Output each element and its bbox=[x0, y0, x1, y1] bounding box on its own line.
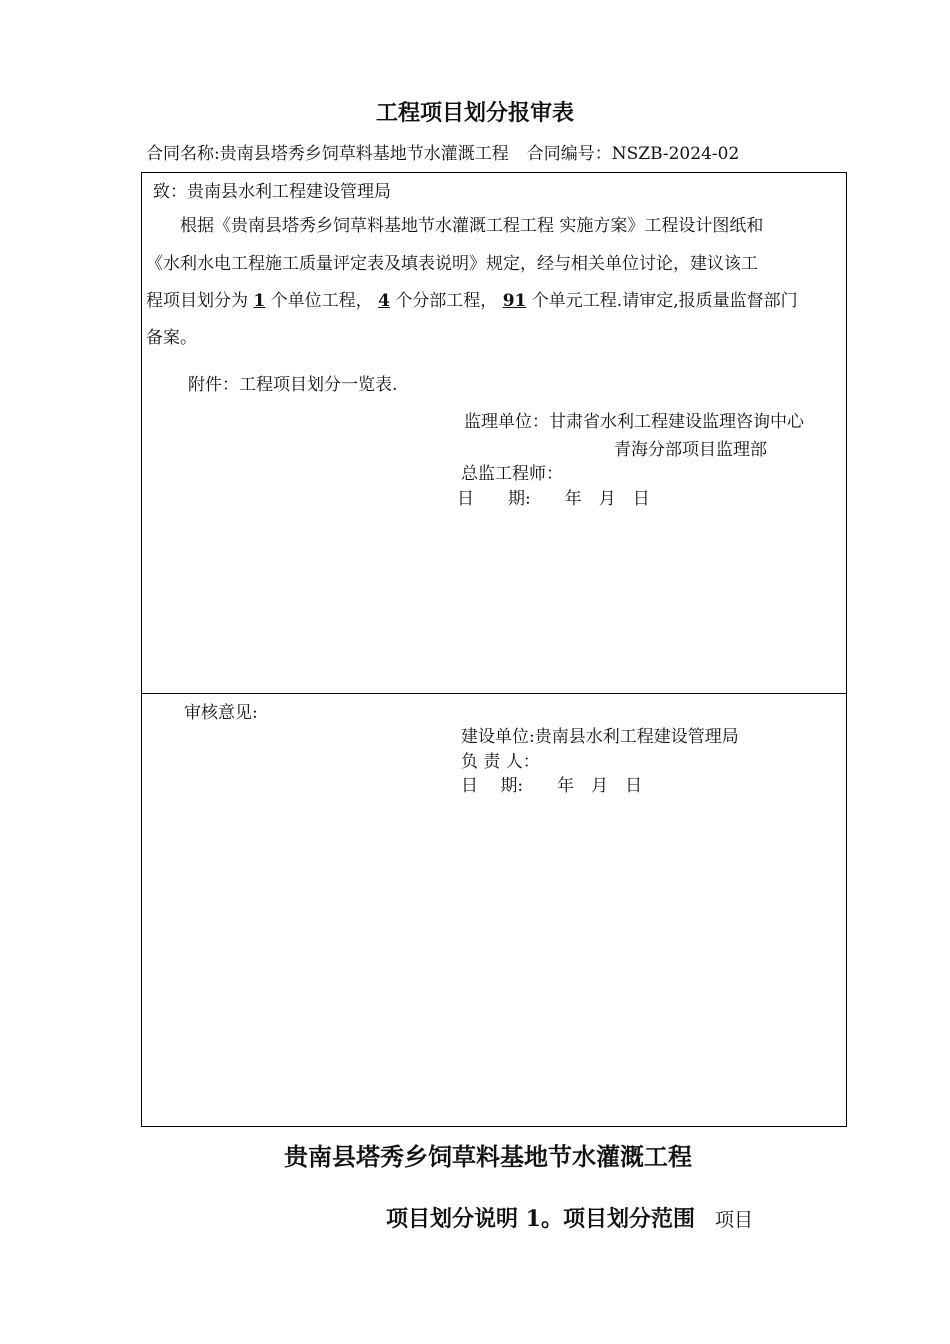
letter-line-3-text: 个分部工程， bbox=[395, 291, 498, 311]
letter-line-3-text: 程项目划分为 bbox=[146, 291, 248, 311]
letter-line-3-text: 个单位工程， bbox=[270, 291, 373, 311]
owner-unit: 建设单位:贵南县水利工程建设管理局 bbox=[461, 727, 739, 747]
responsible-person-label: 负 责 人： bbox=[461, 752, 540, 772]
letter-line-3-text: 个单元工程.请审定,报质量监督部门 bbox=[531, 291, 798, 311]
supervisor-department: 青海分部项目监理部 bbox=[614, 440, 767, 460]
form-title: 工程项目划分报审表 bbox=[375, 100, 574, 126]
section-trail: 项目 bbox=[714, 1209, 753, 1231]
section-heading bbox=[386, 1202, 753, 1233]
letter-line-4: 备案。 bbox=[146, 328, 197, 348]
contract-name: 贵南县塔秀乡饲草料基地节水灌溉工程 bbox=[219, 144, 509, 164]
form-table bbox=[141, 172, 847, 1127]
contract-line bbox=[146, 139, 739, 164]
letter-recipient: 致：贵南县水利工程建设管理局 bbox=[153, 182, 391, 202]
element-count: 91 bbox=[502, 291, 527, 311]
letter-line-1: 根据《贵南县塔秀乡饲草料基地节水灌溉工程工程 实施方案》工程设计图纸和 bbox=[180, 216, 764, 236]
contract-number-label: 合同编号： bbox=[526, 144, 612, 164]
division-count: 4 bbox=[378, 291, 390, 311]
attachment-note: 附件：工程项目划分一览表. bbox=[188, 375, 398, 395]
letter-line-2: 《水利水电工程施工质量评定表及填表说明》规定，经与相关单位讨论，建议该工 bbox=[146, 254, 758, 274]
project-title: 贵南县塔秀乡饲草料基地节水灌溉工程 bbox=[284, 1142, 692, 1171]
review-opinion-label: 审核意见: bbox=[184, 703, 258, 723]
contract-name-label: 合同名称: bbox=[146, 144, 220, 164]
chief-engineer-label: 总监工程师： bbox=[461, 464, 563, 484]
supervisor-unit: 监理单位：甘肃省水利工程建设监理咨询中心 bbox=[464, 412, 804, 432]
unit-count: 1 bbox=[253, 291, 266, 311]
section-title: 项目划分说明 1。项目划分范围 bbox=[386, 1206, 695, 1232]
supervisor-date: 日 期: 年 月 日 bbox=[457, 489, 650, 509]
letter-line-3 bbox=[146, 286, 798, 311]
owner-date: 日 期: 年 月 日 bbox=[461, 776, 643, 796]
section-divider bbox=[141, 693, 847, 694]
contract-number: NSZB-2024-02 bbox=[611, 144, 740, 164]
